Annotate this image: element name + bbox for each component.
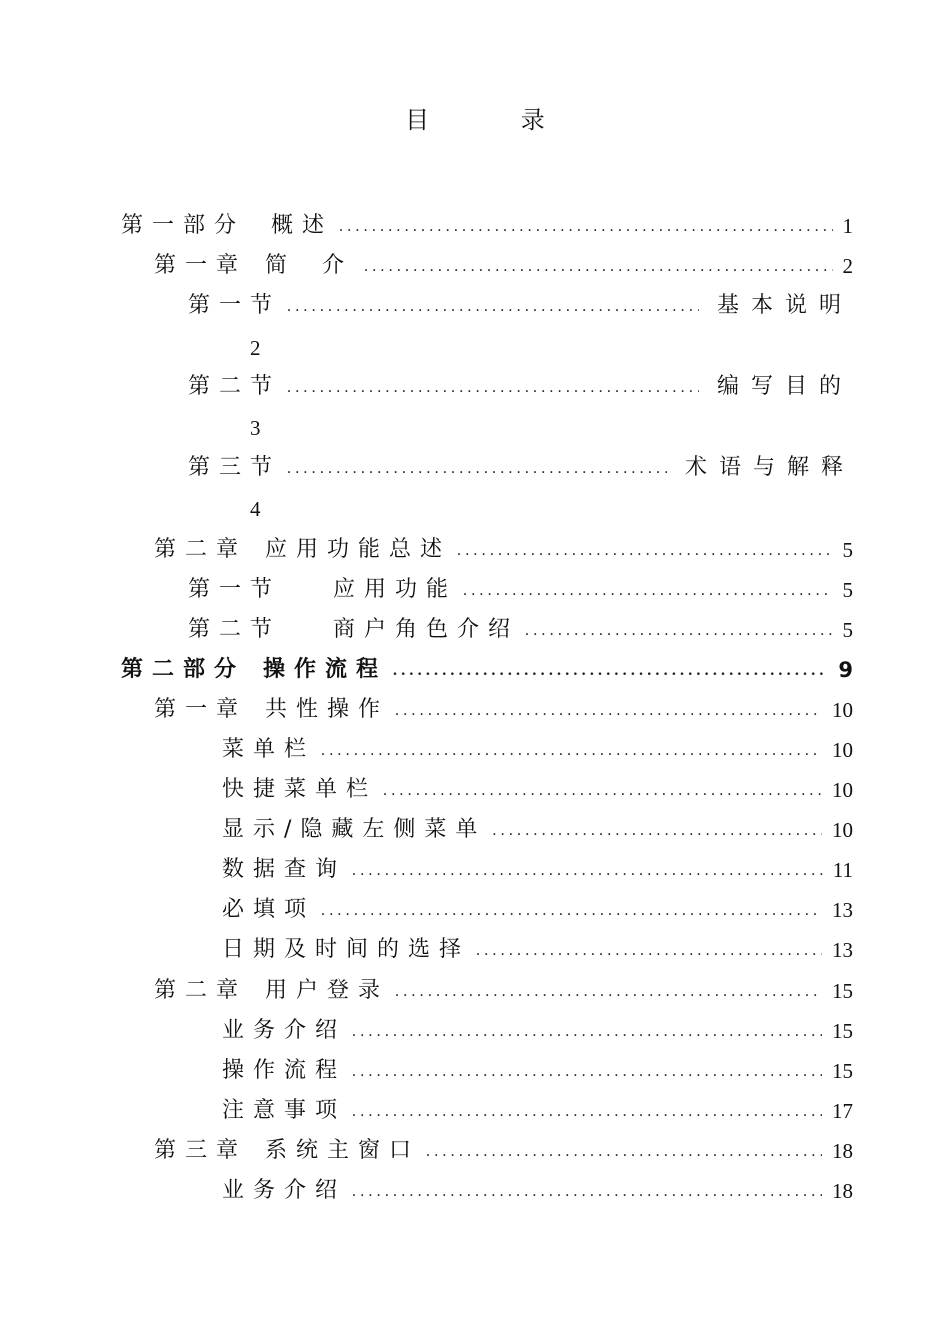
toc-entry-label: 快捷菜单栏: [222, 777, 378, 802]
toc-entry-label: 简 介: [265, 253, 359, 278]
toc-page-number: 5: [842, 578, 853, 602]
toc-leader-dots: [393, 653, 828, 687]
toc-entry-number: 第一章: [154, 697, 248, 722]
toc-entry[interactable]: [222, 1094, 853, 1128]
toc-page-number: 9: [838, 658, 853, 682]
toc-leader-dots: [492, 813, 822, 847]
toc-entry-label: 基本说明: [717, 293, 854, 318]
toc-leader-dots: [287, 289, 699, 323]
toc-leader-dots: [395, 693, 822, 727]
toc-entry-label: 商户角色介绍: [333, 617, 520, 642]
toc-entry-label: 共性操作: [265, 697, 390, 722]
toc-entry-number: 第三节: [188, 455, 282, 480]
toc-page-number: 18: [832, 1179, 853, 1203]
toc-leader-dots: [463, 573, 832, 607]
toc-page-number: 15: [832, 1059, 853, 1083]
toc-entry[interactable]: [222, 813, 853, 847]
toc-entry[interactable]: [222, 853, 853, 887]
toc-page-number: 2: [842, 254, 853, 278]
toc-entry[interactable]: [154, 693, 853, 727]
toc-entry-number: 第二章: [154, 537, 248, 562]
toc-entry-number: 第一章: [154, 253, 248, 278]
toc-page-number: 10: [832, 738, 853, 762]
toc-entry[interactable]: [188, 451, 856, 485]
toc-entry-label: 必填项: [222, 897, 316, 922]
toc-entry[interactable]: [222, 893, 853, 927]
toc-leader-dots: [476, 933, 822, 967]
toc-entry-label: 编写目的: [717, 374, 854, 399]
toc-leader-dots: [426, 1134, 822, 1168]
toc-entry-label: 日期及时间的选择: [222, 937, 471, 962]
toc-entry-number: 第一节: [188, 293, 282, 318]
toc-leader-dots: [287, 451, 667, 485]
toc-entry[interactable]: [121, 653, 853, 687]
toc-entry[interactable]: [188, 573, 853, 607]
toc-entry[interactable]: [154, 533, 853, 567]
page-title: 目 录: [405, 106, 587, 134]
toc-entry-label: 用户登录: [265, 978, 390, 1003]
toc-entry-label: 业务介绍: [222, 1018, 347, 1043]
toc-entry-number: 第三章: [154, 1138, 248, 1163]
toc-entry-label: 术语与解释: [685, 455, 856, 480]
toc-leader-dots: [364, 249, 832, 283]
toc-leader-dots: [321, 893, 822, 927]
toc-entry[interactable]: [154, 1134, 853, 1168]
toc-leader-dots: [525, 613, 832, 647]
toc-entry[interactable]: [188, 370, 853, 404]
toc-entry-label: 数据查询: [222, 857, 347, 882]
toc-page-number: 2: [250, 336, 261, 360]
toc-entry[interactable]: [222, 1014, 853, 1048]
toc-entry[interactable]: [222, 773, 853, 807]
toc-page-number: 13: [832, 898, 853, 922]
toc-entry-label: 应用功能总述: [265, 537, 452, 562]
toc-page-number: 18: [832, 1139, 853, 1163]
toc-entry-label: 应用功能: [333, 577, 458, 602]
toc-entry-label: 菜单栏: [222, 737, 316, 762]
toc-leader-dots: [383, 773, 822, 807]
toc-page-number: 13: [832, 938, 853, 962]
toc-entry-number: 第二节: [188, 374, 282, 399]
toc-entry[interactable]: [188, 613, 853, 647]
toc-entry-label: 系统主窗口: [265, 1138, 421, 1163]
toc-entry[interactable]: [222, 1174, 853, 1208]
toc-leader-dots: [287, 370, 699, 404]
toc-leader-dots: [352, 1014, 822, 1048]
toc-page-number: 11: [832, 858, 853, 882]
toc-entry[interactable]: [188, 289, 853, 323]
toc-entry[interactable]: [222, 733, 853, 767]
toc-entry-label: 业务介绍: [222, 1178, 347, 1203]
toc-entry-label: 概述: [271, 213, 334, 238]
toc-leader-dots: [321, 733, 822, 767]
toc-leader-dots: [339, 209, 832, 243]
toc-leader-dots: [352, 853, 823, 887]
toc-leader-dots: [457, 533, 832, 567]
toc-page-number: 1: [842, 214, 853, 238]
toc-entry[interactable]: [222, 1054, 853, 1088]
toc-entry[interactable]: [121, 209, 853, 243]
toc-entry-number: 第一部分: [121, 213, 246, 238]
toc-entry-label: 注意事项: [222, 1098, 347, 1123]
toc-page-number: 5: [842, 618, 853, 642]
toc-entry-label: 操作流程: [263, 657, 388, 682]
toc-page-number: 17: [832, 1099, 853, 1123]
toc-entry[interactable]: [154, 974, 853, 1008]
toc-entry-label: 操作流程: [222, 1058, 347, 1083]
toc-page-number: 3: [250, 416, 261, 440]
toc-page-number: 10: [832, 818, 853, 842]
toc-entry-number: 第二章: [154, 978, 248, 1003]
toc-page-number: 4: [250, 497, 261, 521]
toc-entry-label: 显示/隐藏左侧菜单: [222, 817, 487, 842]
toc-page-number: 10: [832, 698, 853, 722]
toc-leader-dots: [352, 1174, 822, 1208]
toc-leader-dots: [352, 1054, 822, 1088]
toc-leader-dots: [352, 1094, 822, 1128]
toc-entry-number: 第一节: [188, 577, 282, 602]
toc-entry-number: 第二部分: [121, 657, 246, 682]
toc-page-number: 15: [832, 1019, 853, 1043]
toc-leader-dots: [395, 974, 822, 1008]
toc-page-number: 15: [832, 979, 853, 1003]
toc-entry[interactable]: [154, 249, 853, 283]
toc-page-number: 5: [842, 538, 853, 562]
toc-entry[interactable]: [222, 933, 853, 967]
toc-entry-number: 第二节: [188, 617, 282, 642]
toc-page-number: 10: [832, 778, 853, 802]
